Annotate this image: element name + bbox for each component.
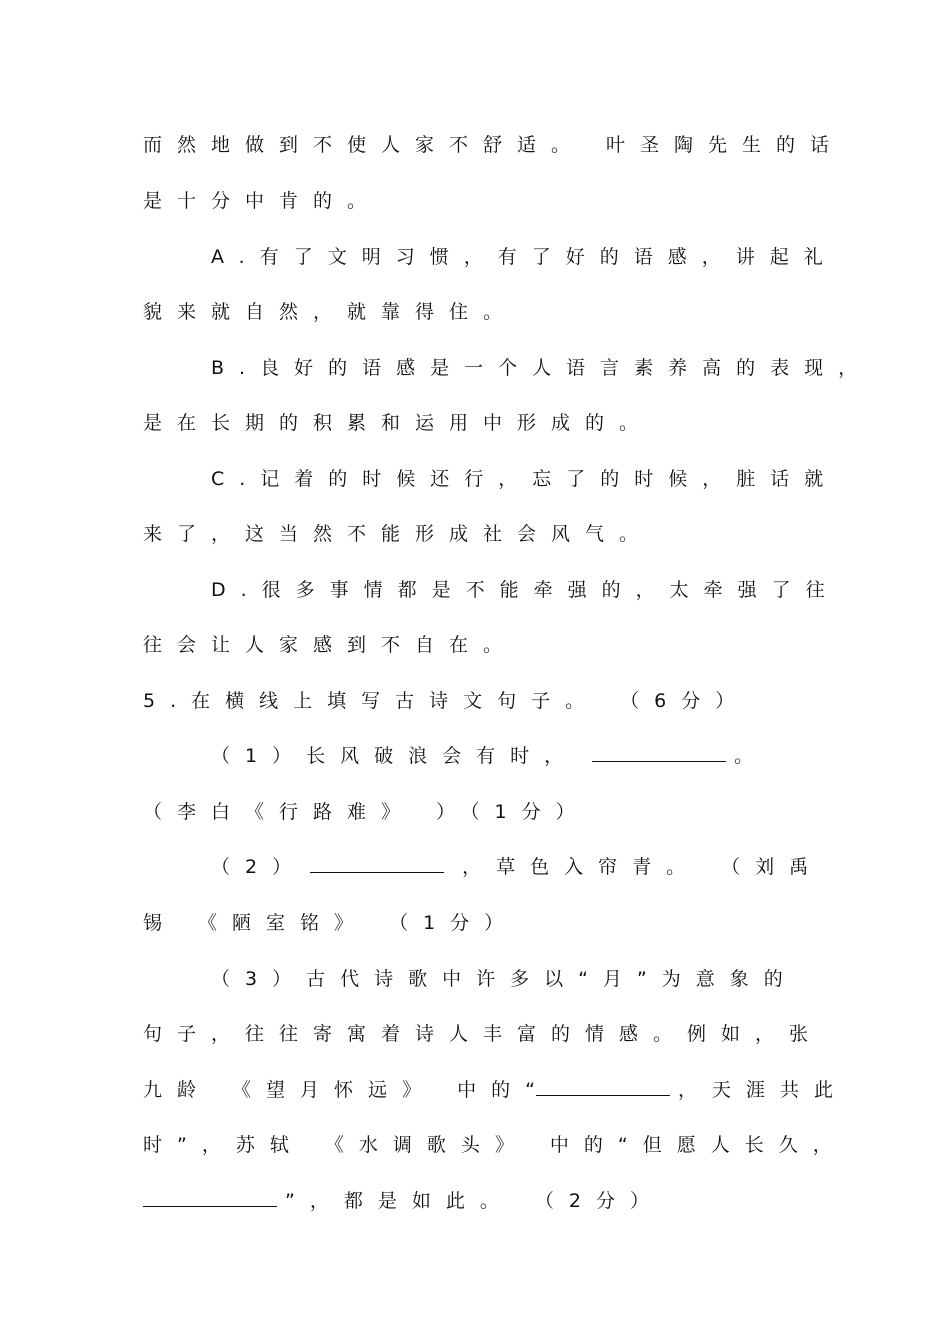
text-span: ，天涯共此 xyxy=(677,1079,848,1101)
option-c-line: C.记着的时候还行，忘了的时候，脏话就 xyxy=(211,468,839,490)
question-5-title: 5.在横线上填写古诗文句子。 （6分） xyxy=(143,690,750,712)
option-d-line: 往会让人家感到不自在。 xyxy=(143,634,518,656)
answer-blank[interactable] xyxy=(536,1081,670,1096)
paragraph-line: 是十分中肯的。 xyxy=(143,190,382,212)
question-5-3: （3）古代诗歌中许多以“月”为意象的 xyxy=(211,968,798,990)
paragraph-line: 而然地做到不使人家不舒适。 叶圣陶先生的话 xyxy=(143,134,845,156)
text-span: ，草色入帘青。 （刘禹 xyxy=(462,856,824,878)
question-5-3 xyxy=(143,1078,848,1102)
option-b-line: B.良好的语感是一个人语言素养高的表现， xyxy=(211,357,873,379)
question-5-2-source: 锡 《陋室铭》 （1分） xyxy=(143,912,519,934)
option-b-line: 是在长期的积累和运用中形成的。 xyxy=(143,412,654,434)
question-5-1 xyxy=(211,744,911,768)
question-5-3: 时”，苏轼 《水调歌头》 中的“但愿人长久， xyxy=(143,1134,847,1156)
text-span: （1）长风破浪会有时， xyxy=(211,745,579,767)
question-5-3: 句子，往往寄寓着诗人丰富的情感。例如，张 xyxy=(143,1023,824,1045)
option-d-line: D.很多事情都是不能牵强的，太牵强了往 xyxy=(211,579,840,601)
option-c-line: 来了，这当然不能形成社会风气。 xyxy=(143,523,654,545)
answer-blank[interactable] xyxy=(310,858,444,873)
option-a-line: A.有了文明习惯，有了好的语感，讲起礼 xyxy=(211,246,838,268)
question-5-1-source: （李白《行路难》 ）（1分） xyxy=(143,801,590,823)
answer-blank[interactable] xyxy=(143,1192,277,1207)
question-5-3 xyxy=(143,1189,843,1213)
text-span: 。 xyxy=(734,745,769,767)
option-a-line: 貌来就自然，就靠得住。 xyxy=(143,301,518,323)
text-span: （2） xyxy=(211,856,307,878)
text-span: ”，都是如此。 （2分） xyxy=(285,1190,664,1212)
text-span: 九龄 《望月怀远》 中的“ xyxy=(143,1079,550,1101)
answer-blank[interactable] xyxy=(592,747,726,762)
question-5-2 xyxy=(211,855,911,879)
